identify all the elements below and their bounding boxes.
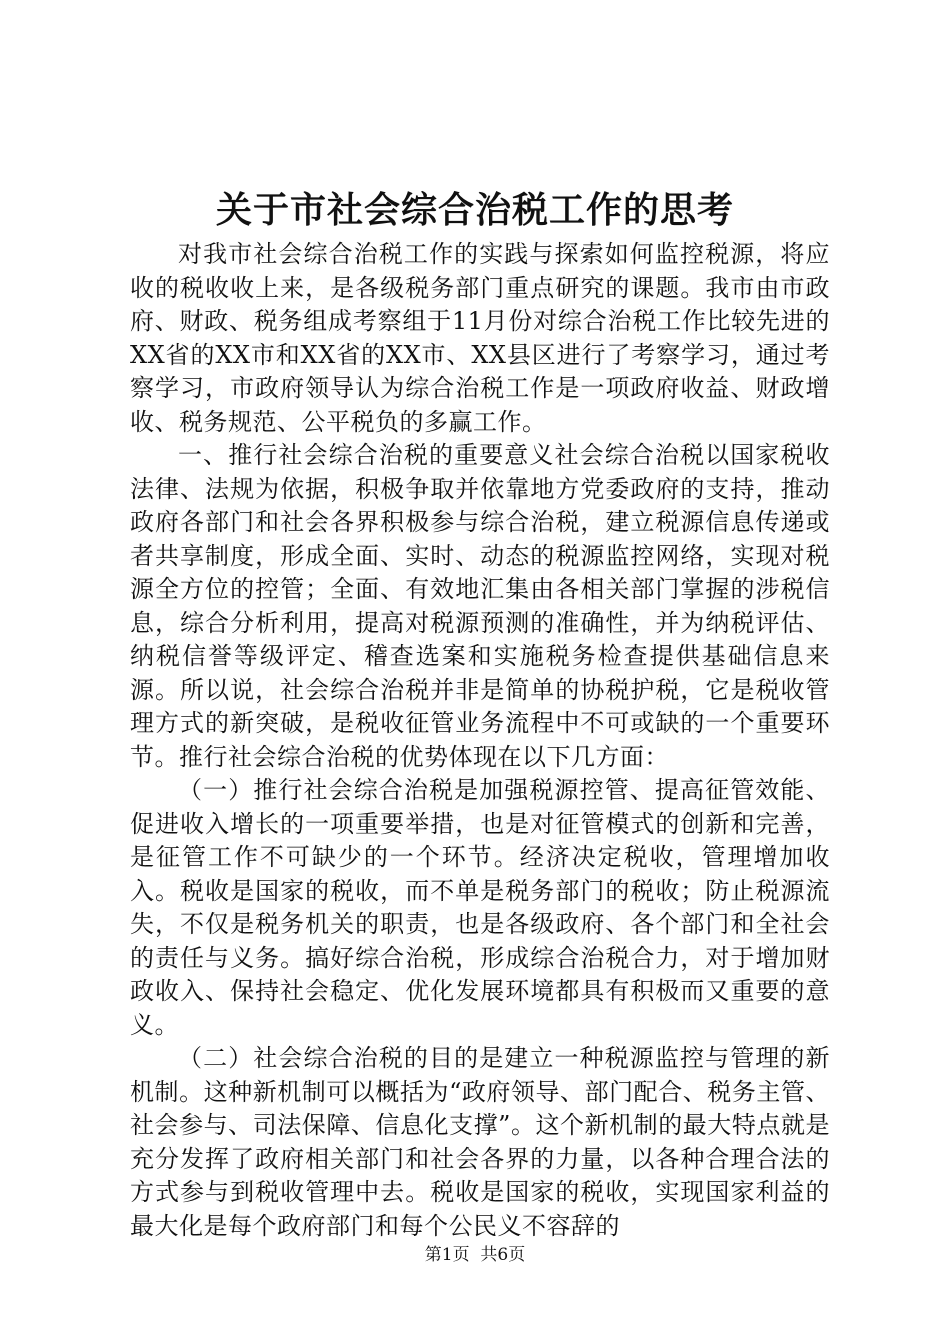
footer-separator: [470, 1245, 481, 1265]
paragraph-point-2: （二）社会综合治税的目的是建立一种税源监控与管理的新机制。这种新机制可以概括为“政府领导、部门配合、税务主管、社会参与、司法保障、信息化支撑”。这个新机制的最大特点就是充分发挥了政府相关部门和社会各界的力量，以各种合理合法的方式参与到税收管理中去。税收是国家的税收，实现国家利益的最大化是每个政府部门和每个公民义不容辞的: [130, 1044, 830, 1240]
page-total: 共6页: [480, 1245, 526, 1265]
paragraph-section-1: 一、推行社会综合治税的重要意义社会综合治税以国家税收法律、法规为依据，积极争取并依靠地方党委政府的支持，推动政府各部门和社会各界积极参与综合治税，建立税源信息传递或者共享制度，形成全面、实时、动态的税源监控网络，实现对税源全方位的控管；全面、有效地汇集由各相关部门掌握的涉税信息，综合分析利用，提高对税源预测的准确性，并为纳税评估、纳税信誉等级评定、稽查选案和实施税务检查提供基础信息来源。所以说，社会综合治税并非是简单的协税护税，它是税收管理方式的新突破，是税收征管业务流程中不可或缺的一个重要环节。推行社会综合治税的优势体现在以下几方面：: [130, 441, 830, 771]
page-footer: [0, 1243, 950, 1267]
paragraph-point-1: （一）推行社会综合治税是加强税源控管、提高征管效能、促进收入增长的一项重要举措，也是对征管模式的创新和完善，是征管工作不可缺少的一个环节。经济决定税收，管理增加收入。税收是国家的税收，而不单是税务部门的税收；防止税源流失，不仅是税务机关的职责，也是各级政府、各个部门和全社会的责任与义务。搞好综合治税，形成综合治税合力，对于增加财政收入、保持社会稳定、优化发展环境都具有积极而又重要的意义。: [130, 776, 830, 1039]
document-title: 关于市社会综合治税工作的思考: [215, 189, 734, 231]
page-number: 第1页: [424, 1245, 470, 1265]
paragraph-intro: 对我市社会综合治税工作的实践与探索如何监控税源，将应收的税收收上来，是各级税务部门重点研究的课题。我市由市政府、财政、税务组成考察组于11月份对综合治税工作比较先进的XX省的XX市和XX省的XX市、XX县区进行了考察学习，通过考察学习，市政府领导认为综合治税工作是一项政府收益、财政增收、税务规范、公平税负的多赢工作。: [130, 240, 830, 436]
document-body: [130, 238, 830, 1243]
